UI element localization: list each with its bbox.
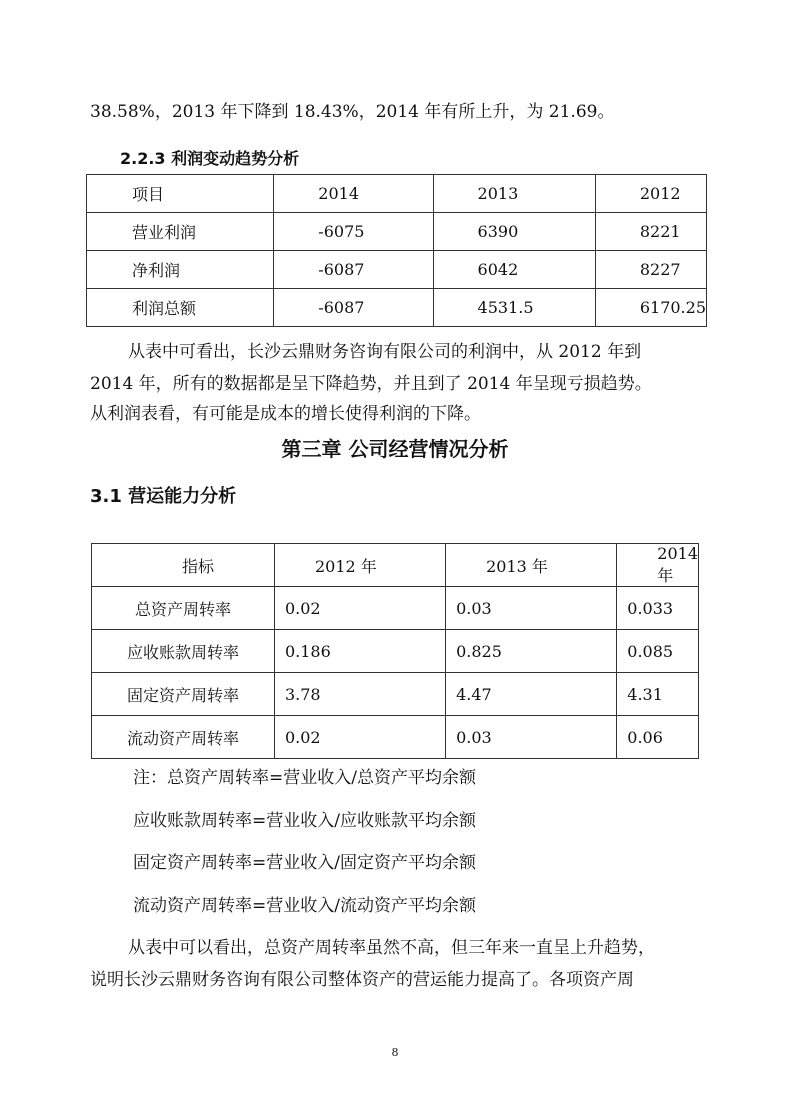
section-heading: 3.1 营运能力分析: [90, 486, 237, 507]
table-row: [92, 587, 699, 630]
table-cell: 0.186: [274, 630, 445, 673]
chapter-heading: 第三章 公司经营情况分析: [281, 437, 509, 461]
table-cell: 8221: [595, 213, 706, 251]
table-cell: 0.03: [446, 716, 617, 759]
table-cell: 0.825: [446, 630, 617, 673]
paragraph-line: 2014 年，所有的数据都是呈下降趋势，并且到了 2014 年呈现亏损趋势。: [90, 374, 652, 394]
paragraph-line: 从利润表看，有可能是成本的增长使得利润的下降。: [90, 404, 481, 424]
row-label: 总资产周转率: [92, 587, 275, 630]
paragraph-line: 从表中可以看出，总资产周转率虽然不高，但三年来一直呈上升趋势，: [128, 938, 655, 958]
row-label: 固定资产周转率: [92, 673, 275, 716]
table-cell: 0.02: [274, 716, 445, 759]
table-cell: 0.06: [617, 716, 699, 759]
table-cell: -6075: [274, 213, 433, 251]
header-cell: 2013 年: [446, 544, 617, 587]
table-cell: -6087: [274, 289, 433, 327]
table-cell: 3.78: [274, 673, 445, 716]
header-cell: 项目: [87, 175, 274, 213]
paragraph-line: 说明长沙云鼎财务咨询有限公司整体资产的营运能力提高了。各项资产周: [90, 970, 634, 990]
row-label: 应收账款周转率: [92, 630, 275, 673]
table-row: [92, 716, 699, 759]
turnover-table: [91, 543, 699, 759]
row-label: 流动资产周转率: [92, 716, 275, 759]
header-cell: 2014 年: [617, 544, 699, 587]
table-cell: 4.47: [446, 673, 617, 716]
table-row: [87, 213, 707, 251]
table-cell: 4531.5: [433, 289, 595, 327]
paragraph-line: 38.58%，2013 年下降到 18.43%，2014 年有所上升，为 21.69。: [90, 102, 615, 122]
table-row: [92, 673, 699, 716]
header-cell: 2014: [274, 175, 433, 213]
note-line: 固定资产周转率=营业收入/固定资产平均余额: [133, 853, 476, 873]
row-label: 营业利润: [87, 213, 274, 251]
table-cell: 0.085: [617, 630, 699, 673]
subsection-heading: 2.2.3 利润变动趋势分析: [120, 149, 300, 168]
table-cell: 6170.25: [595, 289, 706, 327]
table-cell: 0.03: [446, 587, 617, 630]
table-row: [92, 630, 699, 673]
table-cell: 6042: [433, 251, 595, 289]
table-header-row: [92, 544, 699, 587]
row-label: 净利润: [87, 251, 274, 289]
row-label: 利润总额: [87, 289, 274, 327]
header-cell: 2012 年: [274, 544, 445, 587]
table-row: [87, 251, 707, 289]
note-line: 应收账款周转率=营业收入/应收账款平均余额: [133, 811, 476, 831]
profit-table: [86, 174, 707, 327]
table-cell: 0.033: [617, 587, 699, 630]
table-cell: 0.02: [274, 587, 445, 630]
table-row: [87, 289, 707, 327]
table-cell: 6390: [433, 213, 595, 251]
table-header-row: [87, 175, 707, 213]
table-cell: 4.31: [617, 673, 699, 716]
note-line: 流动资产周转率=营业收入/流动资产平均余额: [133, 896, 476, 916]
note-line: 注：总资产周转率=营业收入/总资产平均余额: [133, 768, 476, 788]
paragraph-line: 从表中可看出，长沙云鼎财务咨询有限公司的利润中，从 2012 年到: [128, 342, 642, 362]
table-cell: 8227: [595, 251, 706, 289]
table-cell: -6087: [274, 251, 433, 289]
header-cell: 2012: [595, 175, 706, 213]
header-cell: 指标: [92, 544, 275, 587]
page-number: 8: [391, 1046, 399, 1059]
header-cell: 2013: [433, 175, 595, 213]
